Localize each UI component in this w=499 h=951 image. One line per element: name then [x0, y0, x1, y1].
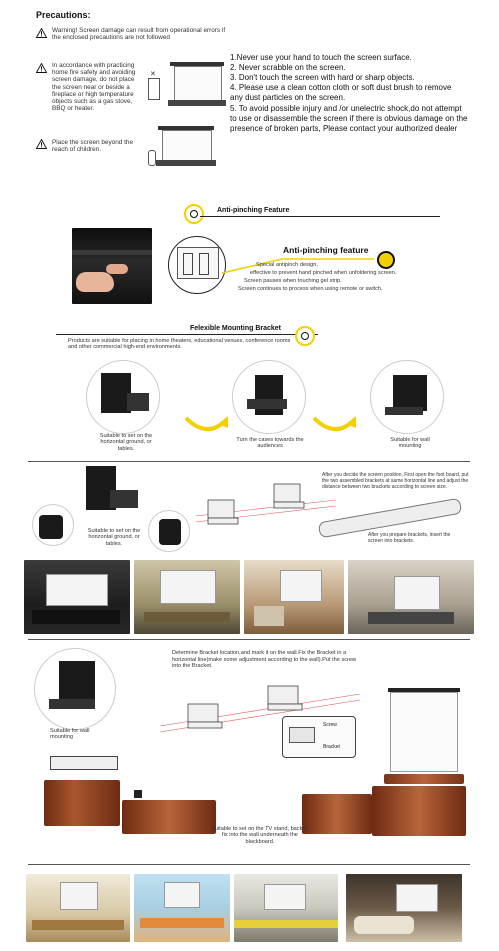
warning-icon	[36, 28, 47, 38]
anti-pinch-header: Anti-pinching Feature	[217, 207, 290, 214]
anti-pinch-line: Screen pauses when touching gel strip.	[244, 278, 342, 284]
anti-pinch-line: Special antipinch design,	[256, 262, 318, 268]
bracket-header: Felexible Mounting Bracket	[190, 325, 282, 332]
circle-marker-icon	[377, 251, 395, 269]
hand-photo	[72, 228, 152, 304]
bracket-detail-circle	[148, 510, 190, 552]
floor-caption: Suitable to set on the horizontal ground, or tables.	[87, 528, 141, 547]
bracket-circle	[34, 648, 116, 730]
bracket-large	[110, 490, 138, 508]
room-photo	[346, 874, 462, 942]
divider	[200, 216, 440, 217]
room-photo	[134, 874, 230, 942]
anti-pinch-line: effective to prevent hand pinched when unfoldering screen.	[250, 270, 397, 276]
room-photo	[348, 560, 474, 634]
floor-screen	[384, 688, 464, 794]
screen-illustration	[144, 122, 224, 174]
bracket-circle	[232, 360, 306, 434]
anti-pinch-line: Screen continues to process when using remote or switch.	[238, 286, 383, 292]
room-photo	[134, 560, 240, 634]
warning-icon	[36, 139, 47, 149]
tv-stand	[372, 780, 466, 840]
tv-stand	[302, 786, 372, 836]
warning-text-2: In accordance with practicing home fire safety and avoiding screen damage, do not place the screen near or beside a fireplace or high temperature objects such as a gas stove, BBQ or heater.	[52, 62, 136, 113]
bracket-caption: Suitable for wall mounting	[390, 437, 430, 450]
arrow-curved-icon	[184, 412, 230, 436]
circle-marker-icon	[184, 204, 204, 224]
bracket-diagram	[196, 470, 336, 540]
tv-caption: Suitable to set on the TV stand, back or fix into the wall underneath the blackboard.	[211, 826, 309, 845]
circle-marker-icon	[295, 326, 315, 346]
floor-note-bottom: After you prepare brackets, insert the screen into brackets.	[368, 532, 451, 544]
bracket-circle	[370, 360, 444, 434]
tv-stand	[122, 790, 216, 836]
divider	[28, 461, 470, 462]
arrow-curved-icon	[312, 412, 358, 436]
room-photo	[244, 560, 344, 634]
room-photo	[26, 874, 130, 942]
bracket-caption: Turn the cases towards the audiences	[236, 437, 304, 450]
divider	[28, 864, 470, 865]
screw-label: Screw	[323, 722, 337, 728]
rule-item: 4. Please use a clean cotton cloth or soft dust brush to remove any dust particles on the screen.	[230, 83, 452, 102]
rule-item: 3. Don't touch the screen with hard or sharp objects.	[230, 73, 415, 82]
screw-inset	[282, 716, 356, 758]
divider	[28, 639, 470, 640]
screen-illustration: ✕	[148, 58, 228, 110]
rule-item: 1.Never use your hand to touch the screen surface.	[230, 53, 412, 62]
detail-circle	[168, 236, 226, 294]
page-title: Precautions:	[36, 10, 91, 20]
floor-note-top: After you decide the screen position, First open the foot board, put the two assembled brackets at same horizontal line and adjust the distance between two brackets according to screen size.	[322, 472, 469, 490]
rule-item: 5. To avoid possible injury and /or unelectric shock,do not attempt to use or disassemble the screen if there is obvious damage on the presence of broken parts, Please contact your authorized dealer	[230, 104, 468, 133]
warning-text-3: Place the screen beyond the reach of children.	[52, 139, 134, 154]
anti-pinch-title: Anti-pinching feature	[283, 245, 369, 255]
bracket-circle	[86, 360, 160, 434]
bracket-label: Bracket	[323, 744, 340, 750]
room-photo	[24, 560, 130, 634]
bracket-detail-circle	[32, 504, 74, 546]
rule-item: 2. Never scrabble on the screen.	[230, 63, 346, 72]
bracket-caption: Suitable to set on the horizontal ground, or tables.	[99, 433, 153, 452]
tv-stand	[44, 756, 120, 832]
room-photo	[234, 874, 338, 942]
warning-text-1: Warning! Screen damage can result from operational errors if the enclosed precautions are not followed	[52, 27, 226, 42]
bracket-intro: Products are suitable for placing in home theaters, educational venues, conference rooms and other commercial high-end environments.	[68, 338, 291, 351]
wall-caption: Suitable for wall mounting	[50, 728, 90, 741]
wall-instruction: Determine Bracket location,and mark it on the wall.Fix the Bracket in a horizontal line(make some adjustment according to the wall).Put the screw into the Bracket.	[172, 650, 357, 670]
divider	[56, 334, 318, 335]
warning-icon	[36, 63, 47, 73]
